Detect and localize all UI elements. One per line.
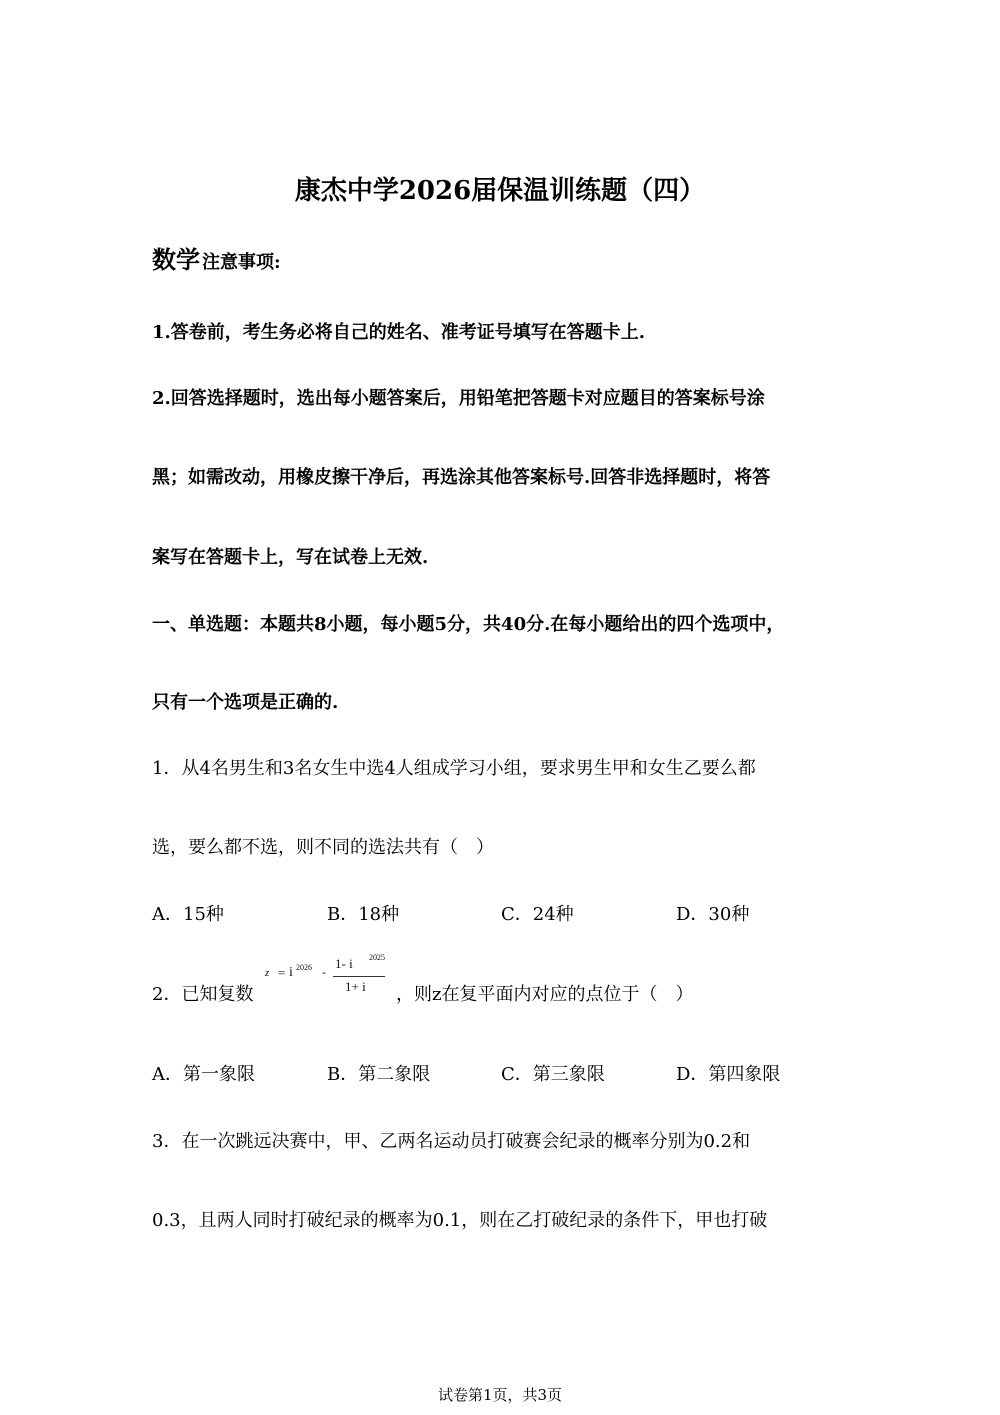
section-heading-cont: 只有一个选项是正确的.: [152, 692, 339, 713]
q1-option-c: C．24种: [501, 904, 574, 925]
q1-option-a: A．15种: [152, 904, 224, 925]
formula-minus: -: [322, 965, 326, 979]
subject-label: 数学: [152, 245, 200, 274]
q2-option-d: D．第四象限: [676, 1064, 781, 1085]
section-heading: 一、单选题：本题共8小题，每小题5分，共40分.在每小题给出的四个选项中，: [152, 614, 785, 635]
question-3-line-2: 0.3，且两人同时打破纪录的概率为0.1，则在乙打破纪录的条件下，甲也打破: [152, 1210, 768, 1231]
instruction-1: 1.答卷前，考生务必将自己的姓名、准考证号填写在答题卡上.: [152, 322, 646, 343]
formula-denominator: 1+ i: [345, 979, 366, 994]
formula-equals: =: [278, 965, 286, 980]
page-footer: 试卷第1页，共3页: [437, 1386, 563, 1404]
instruction-2: 2.回答选择题时，选出每小题答案后，用铅笔把答题卡对应题目的答案标号涂: [152, 388, 765, 409]
question-1-line-2: 选，要么都不选，则不同的选法共有（ ）: [152, 837, 494, 858]
instruction-2-cont: 黑；如需改动，用橡皮擦干净后，再选涂其他答案标号.回答非选择题时，将答: [152, 467, 771, 488]
complex-number-formula: [265, 954, 395, 998]
q1-option-d: D．30种: [676, 904, 750, 925]
q2-option-a: A．第一象限: [152, 1064, 255, 1085]
question-1-line-1: 1．从4名男生和3名女生中选4人组成学习小组，要求男生甲和女生乙要么都: [152, 758, 756, 779]
exam-title: 康杰中学2026届保温训练题（四）: [294, 176, 706, 206]
q2-option-c: C．第三象限: [501, 1064, 605, 1085]
question-2-suffix: ，则z在复平面内对应的点位于（ ）: [396, 984, 694, 1005]
q2-option-b: B．第二象限: [327, 1064, 431, 1085]
notice-title: 注意事项:: [202, 252, 281, 273]
formula-z: z: [265, 967, 270, 979]
formula-numerator: 1- i: [335, 956, 353, 971]
formula-exponent-2026: 2026: [296, 963, 312, 972]
formula-base-i: i: [289, 965, 293, 980]
instruction-2-end: 案写在答题卡上，写在试卷上无效.: [152, 547, 429, 568]
question-2-prefix: 2．已知复数: [152, 984, 254, 1005]
fraction-bar: [333, 976, 385, 977]
q1-option-b: B．18种: [327, 904, 400, 925]
question-3-line-1: 3．在一次跳远决赛中，甲、乙两名运动员打破赛会纪录的概率分别为0.2和: [152, 1131, 751, 1152]
subject-line: [152, 240, 281, 275]
formula-numerator-exponent: 2025: [369, 953, 385, 962]
